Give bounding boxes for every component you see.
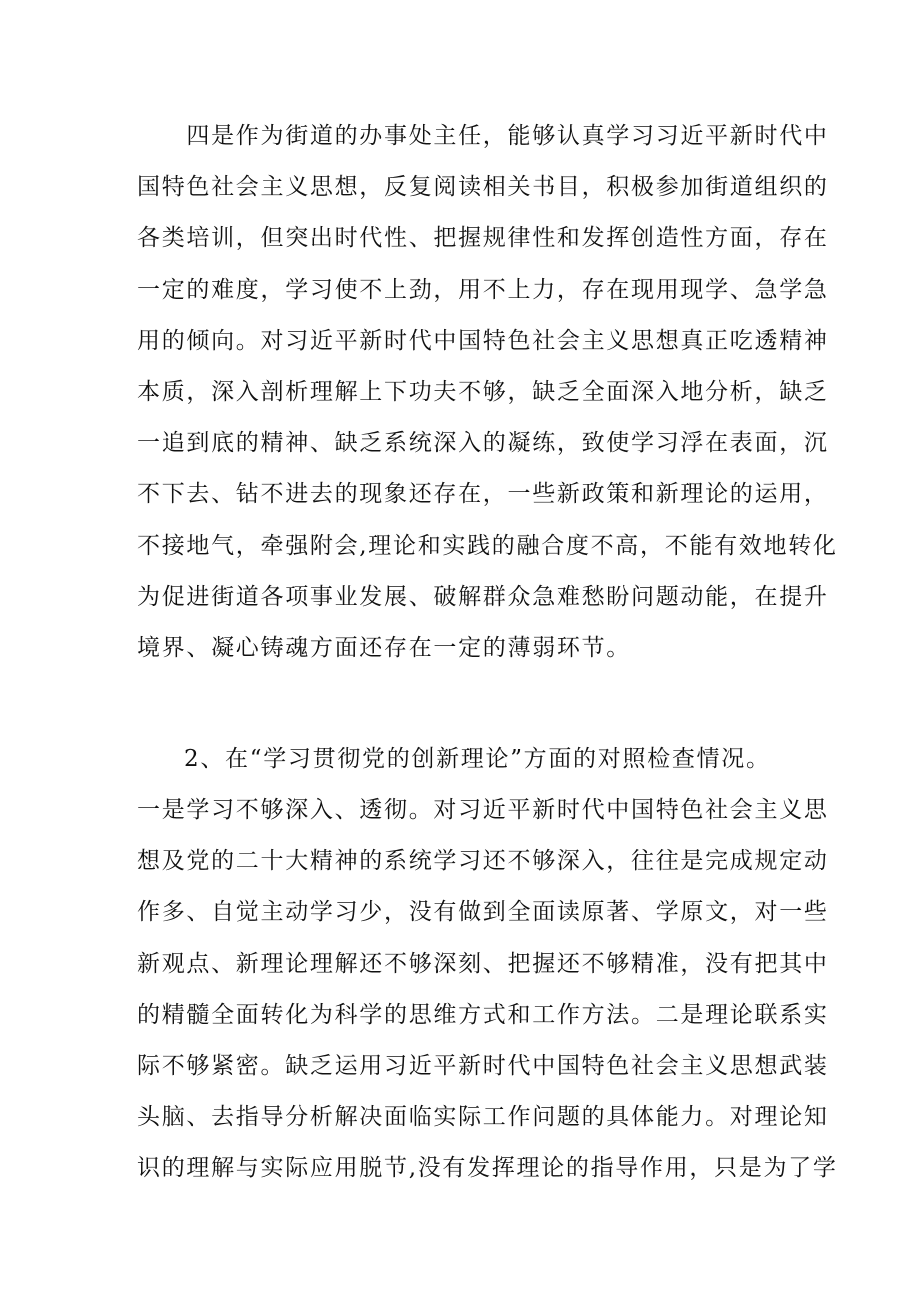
section-heading bbox=[184, 734, 838, 785]
text-line: 的精髓全面转化为科学的思维方式和工作方法。二是理论联系实 bbox=[137, 1001, 829, 1028]
paragraph-2 bbox=[137, 785, 838, 1195]
text-line: 不接地气，牵强附会,理论和实践的融合度不高，不能有效地转化 bbox=[137, 532, 838, 559]
text-line: 作多、自觉主动学习少，没有做到全面读原著、学原文，对一些 bbox=[137, 899, 829, 926]
text-line: 际不够紧密。缺乏运用习近平新时代中国特色社会主义思想武装 bbox=[137, 1052, 829, 1079]
section-heading-text: 2、在“学习贯彻党的创新理论”方面的对照检查情况。 bbox=[184, 746, 771, 772]
text-line: 一是学习不够深入、透彻。对习近平新时代中国特色社会主义思 bbox=[137, 797, 829, 823]
text-line: 一追到底的精神、缺乏系统深入的凝练，致使学习浮在表面，沉 bbox=[137, 430, 829, 457]
text-line: 四是作为街道的办事处主任，能够认真学习习近平新时代中 bbox=[137, 123, 829, 149]
text-line: 一定的难度，学习使不上劲，用不上力，存在现用现学、急学急 bbox=[137, 276, 829, 303]
text-line: 本质，深入剖析理解上下功夫不够，缺乏全面深入地分析，缺乏 bbox=[137, 378, 829, 405]
text-line: 各类培训，但突出时代性、把握规律性和发挥创造性方面，存在 bbox=[137, 225, 829, 252]
text-line: 境界、凝心铸魂方面还存在一定的薄弱环节。 bbox=[137, 634, 631, 661]
text-line: 头脑、去指导分析解决面临实际工作问题的具体能力。对理论知 bbox=[137, 1104, 829, 1131]
text-line: 为促进街道各项事业发展、破解群众急难愁盼问题动能，在提升 bbox=[137, 583, 829, 610]
text-line: 国特色社会主义思想，反复阅读相关书目，积极参加街道组织的 bbox=[137, 174, 829, 201]
text-line: 新观点、新理论理解还不够深刻、把握还不够精准，没有把其中 bbox=[137, 950, 829, 977]
text-line: 识的理解与实际应用脱节,没有发挥理论的指导作用，只是为了学 bbox=[137, 1155, 838, 1182]
paragraph-1 bbox=[137, 111, 838, 674]
text-line: 不下去、钻不进去的现象还存在，一些新政策和新理论的运用， bbox=[137, 481, 829, 508]
text-line: 想及党的二十大精神的系统学习还不够深入，往往是完成规定动 bbox=[137, 848, 829, 875]
text-line: 用的倾向。对习近平新时代中国特色社会主义思想真正吃透精神 bbox=[137, 327, 829, 354]
